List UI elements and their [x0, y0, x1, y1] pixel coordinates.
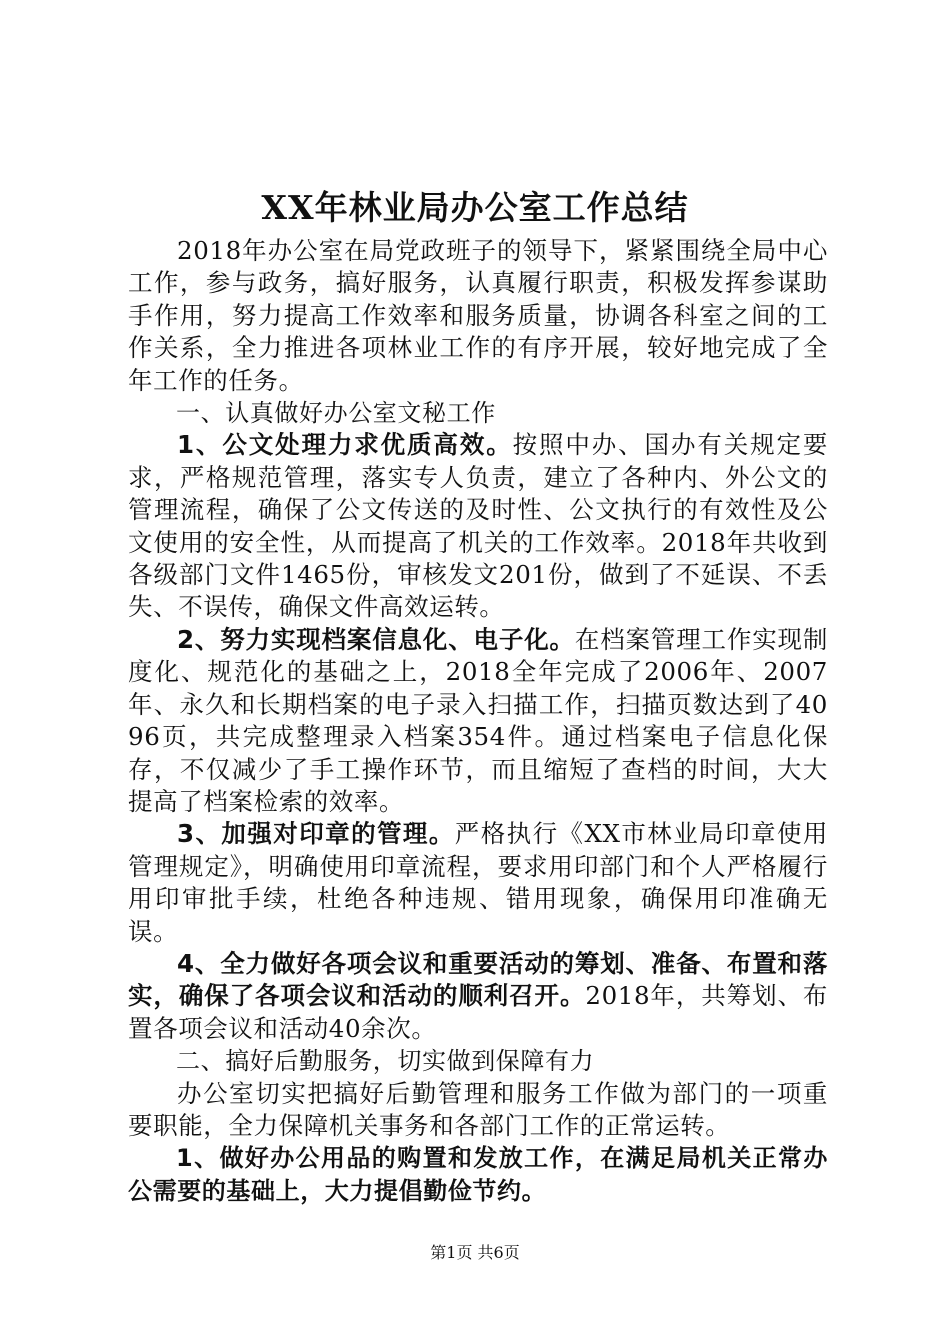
document-title: XX年林业局办公室工作总结 [261, 188, 689, 227]
section1-item-3 [128, 818, 828, 948]
page-footer: 第1页 共6页 [430, 1243, 520, 1262]
item-text: 2018年，共筹划、布置各项会议和活动40余次。 [128, 981, 828, 1043]
document-body [128, 235, 828, 1207]
section-heading-2: 二、搞好后勤服务，切实做到保障有力 [176, 1047, 595, 1076]
item-text: 按照中办、国办有关规定要求，严格规范管理，落实专人负责，建立了各种内、外公文的管理流程，确保了公文传送的及时性、公文执行的有效性及公文使用的安全性，从而提高了机关的工作效率。2018年共收到各级部门文件1465份，审核发文201份，做到了不延误、不丢失、不误传，确保文件高效运转。 [128, 430, 828, 622]
section1-item-1 [128, 429, 828, 623]
item-text: 在档案管理工作实现制度化、规范化的基础之上，2018全年完成了2006年、2007年、永久和长期档案的电子录入扫描工作，扫描页数达到了4096页，共完成整理录入档案354件。通过档案电子信息化保存，不仅减少了手工操作环节，而且缩短了查档的时间，大大提高了档案检索的效率。 [128, 624, 828, 816]
section-heading-1: 一、认真做好办公室文秘工作 [176, 399, 496, 428]
item-lead: 2、努力实现档案信息化、电子化。 [177, 624, 575, 654]
section1-item-2 [128, 624, 828, 818]
intro-paragraph: 2018年办公室在局党政班子的领导下，紧紧围绕全局中心工作，参与政务，搞好服务，认真履行职责，积极发挥参谋助手作用，努力提高工作效率和服务质量，协调各科室之间的工作关系，全力推进各项林业工作的有序开展，较好地完成了全年工作的任务。 [128, 236, 828, 395]
section2-item-1: 1、做好办公用品的购置和发放工作，在满足局机关正常办公需要的基础上，大力提倡勤俭节约。 [128, 1144, 828, 1205]
item-text: 严格执行《XX市林业局印章使用管理规定》，明确使用印章流程，要求用印部门和个人严格履行用印审批手续，杜绝各种违规、错用现象，确保用印准确无误。 [128, 819, 828, 946]
section1-item-4 [128, 948, 828, 1045]
item-lead: 4、全力做好各项会议和重要活动的筹划、准备、布置和落实，确保了各项会议和活动的顺利召开。 [128, 948, 828, 1011]
item-lead: 1、公文处理力求优质高效。 [177, 430, 513, 460]
item-lead: 3、加强对印章的管理。 [177, 819, 455, 849]
section2-intro: 办公室切实把搞好后勤管理和服务工作做为部门的一项重要职能，全力保障机关事务和各部门工作的正常运转。 [128, 1078, 828, 1140]
